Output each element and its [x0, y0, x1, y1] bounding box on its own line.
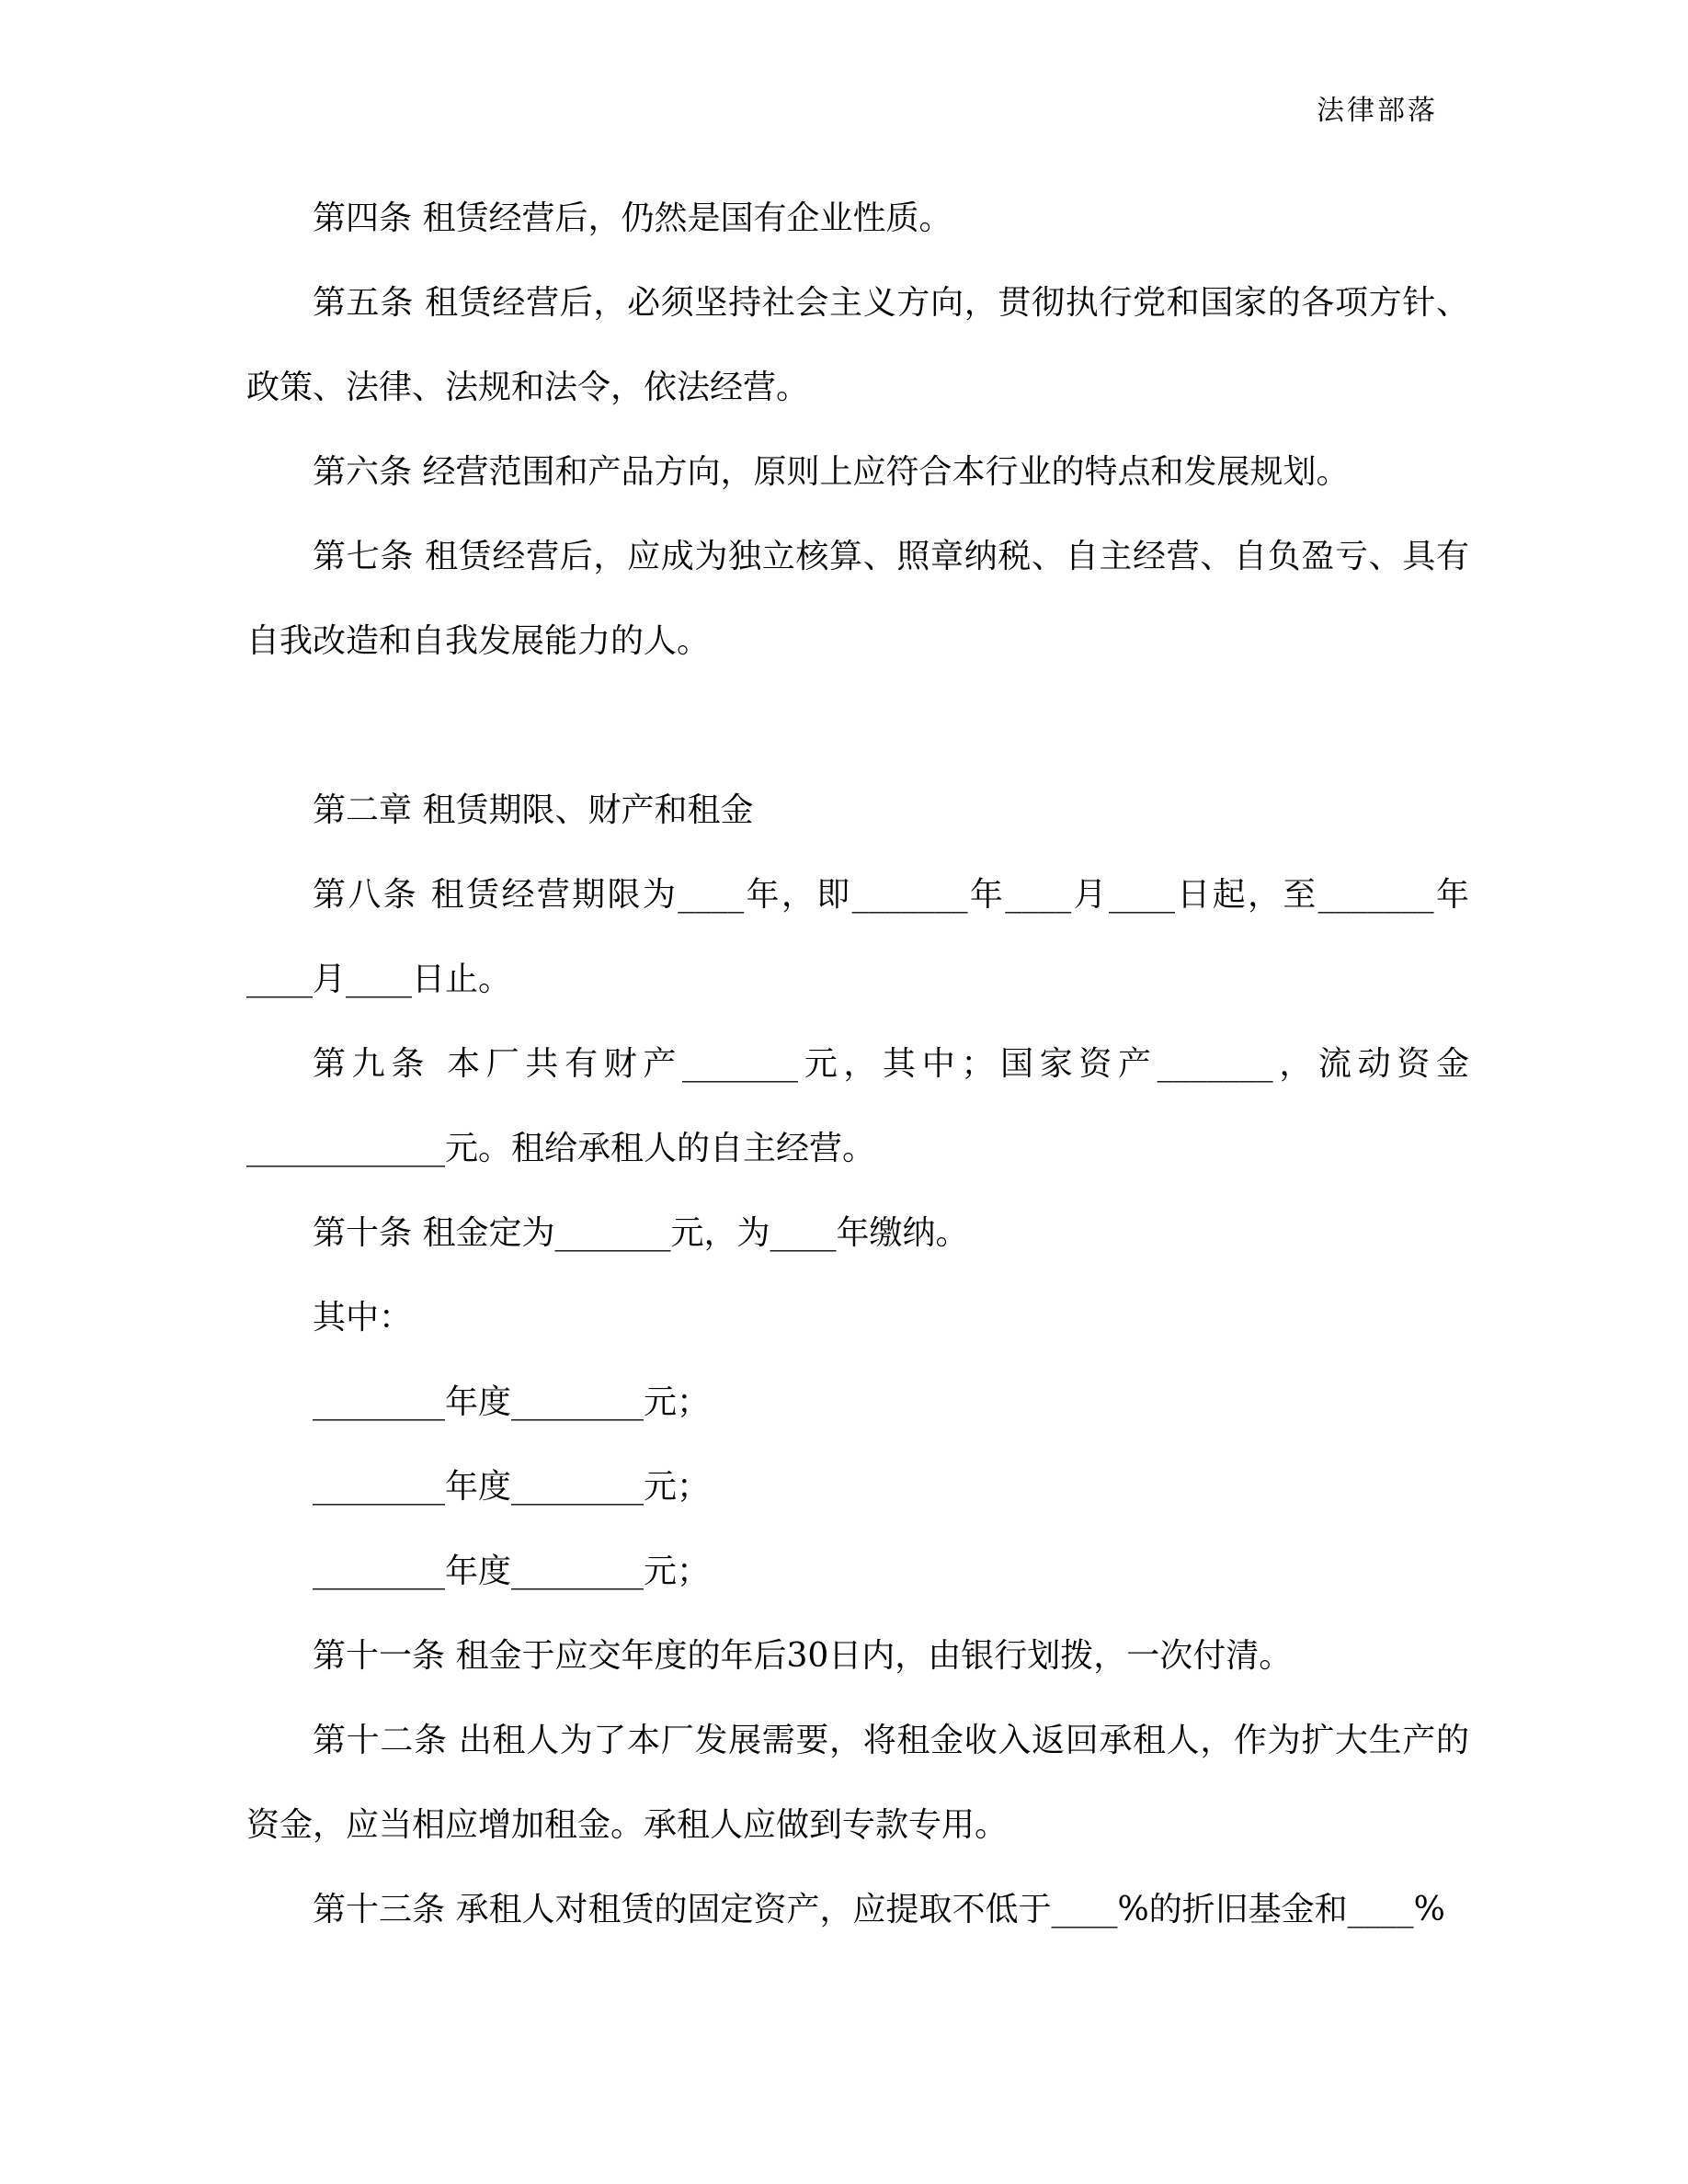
paragraph-line: 第二章 租赁期限、财产和租金 [313, 791, 754, 829]
paragraph-line: 第六条 经营范围和产品方向，原则上应符合本行业的特点和发展规划。 [313, 453, 1350, 491]
paragraph-line: 其中： [313, 1299, 413, 1337]
watermark-brand: 法律部落 [1317, 95, 1438, 127]
paragraph-line: 第十三条 承租人对租赁的固定资产，应提取不低于____%的折旧基金和____% [313, 1891, 1445, 1928]
paragraph-line: 第八条 租赁经营期限为____年，即_______年____月____日起，至_______年____月____日止。 [246, 876, 1469, 998]
document-body [246, 176, 1469, 1952]
paragraph-line: 第十条 租金定为_______元，为____年缴纳。 [313, 1214, 969, 1252]
paragraph-line: 第十二条 出租人为了本厂发展需要，将租金收入返回承租人，作为扩大生产的资金，应当相应增加租金。承租人应做到专款专用。 [246, 1722, 1469, 1844]
paragraph-line: ________年度________元； [313, 1468, 711, 1506]
paragraph-line: ________年度________元； [313, 1553, 711, 1590]
paragraph-line: 第七条 租赁经营后，应成为独立核算、照章纳税、自主经营、自负盈亏、具有自我改造和自我发展能力的人。 [246, 538, 1469, 660]
paragraph-line: 第五条 租赁经营后，必须坚持社会主义方向，贯彻执行党和国家的各项方针、政策、法律、法规和法令，依法经营。 [246, 284, 1469, 406]
blank-line [246, 684, 1469, 768]
paragraph-line: ________年度________元； [313, 1383, 711, 1421]
paragraph-line: 第四条 租赁经营后，仍然是国有企业性质。 [313, 199, 952, 237]
paragraph-line: 第九条 本厂共有财产_______元，其中；国家资产_______，流动资金____________元。租给承租人的自主经营。 [246, 1045, 1469, 1167]
paragraph-line: 第十一条 租金于应交年度的年后30日内，由银行划拨，一次付清。 [313, 1637, 1293, 1675]
